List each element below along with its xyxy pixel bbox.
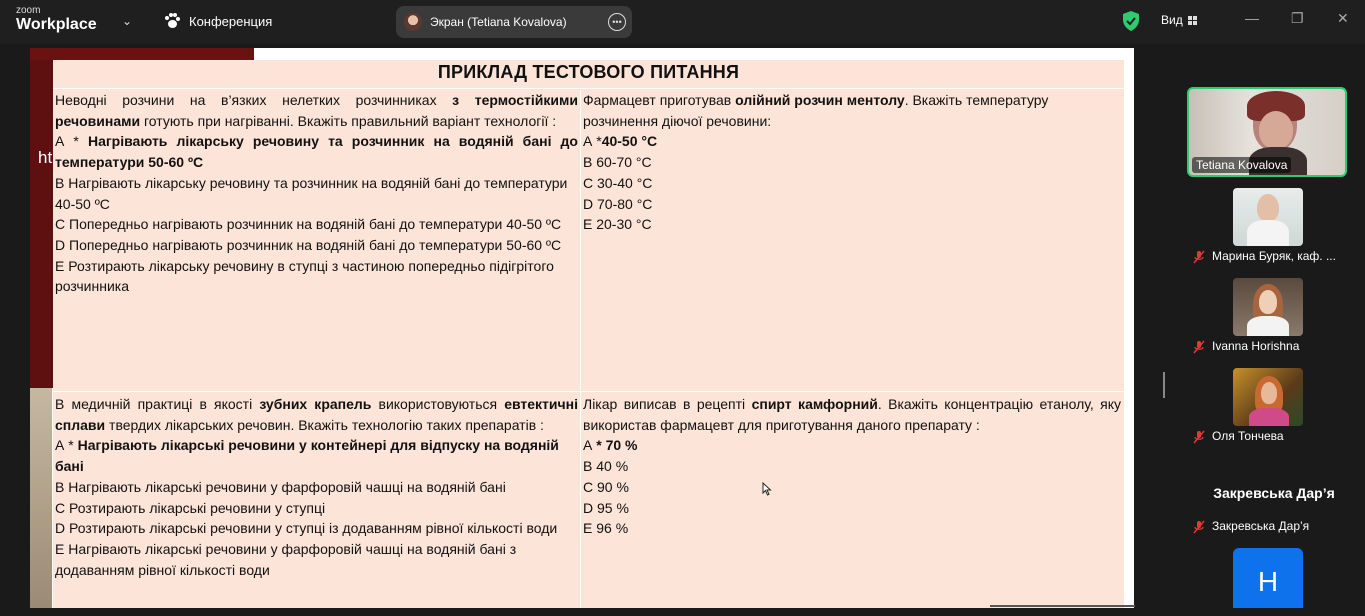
muted-mic-icon <box>1193 340 1205 354</box>
question-2-answer-a: А *40-50 °С <box>583 133 658 150</box>
participant-video-off-name[interactable]: Закревська Дар’я <box>1213 485 1335 501</box>
slide-decoration-bottom <box>30 388 52 608</box>
question-4-answer-a: А * 70 % <box>583 437 638 454</box>
share-bottom-edge <box>990 605 1135 607</box>
screen-share-label: Экран (Tetiana Kovalova) <box>430 15 567 29</box>
view-button[interactable] <box>1161 13 1197 27</box>
participant-face <box>1257 194 1279 222</box>
participant-name: Ivanna Horishna <box>1212 339 1300 353</box>
minimize-icon[interactable]: — <box>1245 10 1259 26</box>
question-1-stem: Неводні розчини на в’язких нелетких розчинниках з термостійкими речовинами готують при нагріванні. Вкажіть правильний варіант технології : <box>55 92 578 129</box>
presenter-avatar <box>404 13 422 31</box>
slide-decoration-top <box>30 48 254 60</box>
question-3-answer-c: С Розтирають лікарські речовини у ступці <box>55 499 326 516</box>
question-3-answer-e: Е Нагрівають лікарські речовини у фарфоровій чашці на водяній бані з додаванням рівної кількості води <box>55 540 517 578</box>
participant-name: Марина Буряк, каф. ... <box>1212 249 1336 263</box>
participant-video-thumb[interactable] <box>1233 368 1303 426</box>
question-cell-2 <box>583 90 1121 235</box>
shared-screen <box>30 48 1134 608</box>
question-3-answer-a: А * Нагрівають лікарські речовини у контейнері для відпуску на водяній бані <box>55 437 559 475</box>
question-2-answer-e: Е 20-30 °С <box>583 216 652 233</box>
background-text: ht <box>38 148 53 167</box>
encryption-shield-icon[interactable] <box>1122 11 1140 31</box>
participant-tile-active[interactable] <box>1187 87 1347 177</box>
paw-icon <box>163 12 181 30</box>
question-4-answer-b: В 40 % <box>583 458 629 475</box>
mouse-cursor-icon <box>762 482 772 496</box>
question-2-answer-c: С 30-40 °С <box>583 174 653 191</box>
muted-mic-icon <box>1193 430 1205 444</box>
slide-decoration <box>30 48 54 388</box>
screen-share-indicator[interactable] <box>396 6 632 38</box>
question-2-stem: Фармацевт приготував олійний розчин ментолу. Вкажіть температуру розчинення діючої речовини: <box>583 92 1049 129</box>
gallery-resize-handle[interactable] <box>1163 372 1165 398</box>
question-2-answer-b: В 60-70 °С <box>583 154 652 171</box>
chevron-down-icon[interactable]: ⌄ <box>122 14 133 28</box>
more-options-icon[interactable]: ••• <box>608 13 626 31</box>
question-4-answer-c: С 90 % <box>583 478 629 495</box>
question-3-stem: В медичній практиці в якості зубних крапель використовуються евтектичні сплави твердих лікарських речовин. Вкажіть технологію таких препаратів : <box>55 396 578 433</box>
zoom-workplace-logo[interactable] <box>16 6 97 33</box>
question-4-answer-e: Е 96 % <box>583 520 629 537</box>
participant-avatar[interactable]: H <box>1233 548 1303 608</box>
participant-body <box>1249 408 1289 426</box>
slide-title: ПРИКЛАД ТЕСТОВОГО ПИТАННЯ <box>437 62 740 82</box>
participant-body <box>1247 316 1289 336</box>
conference-button[interactable] <box>163 12 272 30</box>
question-4-stem: Лікар виписав в рецепті спирт камфорний. Вкажіть концентрацію етанолу, яку використав фармацевт для приготування даного препарату : <box>583 396 1121 433</box>
question-cell-4 <box>583 394 1121 539</box>
logo-workplace-text: Workplace <box>16 16 97 33</box>
question-1-answer-a: А * Нагрівають лікарську речовину та розчинник на водяній бані до температури 50-60 ºС <box>55 133 578 171</box>
question-3-answer-b: В Нагрівають лікарські речовини у фарфоровій чашці на водяній бані <box>55 478 506 495</box>
participant-face <box>1259 111 1293 149</box>
conference-label: Конференция <box>189 13 273 29</box>
close-icon[interactable]: ✕ <box>1337 10 1349 26</box>
question-3-answer-d: D Розтирають лікарські речовини у ступці із додаванням рівної кількості води <box>55 520 558 537</box>
question-4-answer-d: D 95 % <box>583 499 629 516</box>
question-1-answer-c: С Попередньо нагрівають розчинник на водяній бані до температури 40-50 ºС <box>55 216 562 233</box>
participant-face <box>1259 290 1277 314</box>
muted-mic-icon <box>1193 250 1205 264</box>
question-1-answer-e: Е Розтирають лікарську речовину в ступці з частиною попередньо підігрітого розчинника <box>55 257 554 295</box>
slide-table <box>53 60 1124 608</box>
participant-video-thumb[interactable] <box>1233 188 1303 246</box>
question-1-answer-b: В Нагрівають лікарську речовину та розчинник на водяній бані до температури 40-50 ºС <box>55 174 568 212</box>
view-label: Вид <box>1161 13 1183 27</box>
restore-icon[interactable]: ❐ <box>1291 10 1304 26</box>
table-divider <box>53 88 1124 89</box>
muted-mic-icon <box>1193 520 1205 534</box>
participant-name: Закревська Дар’я <box>1212 519 1310 533</box>
question-2-answer-d: D 70-80 °С <box>583 195 653 212</box>
question-cell-1 <box>55 90 578 297</box>
participant-video-thumb[interactable] <box>1233 278 1303 336</box>
meeting-top-bar <box>0 0 1365 44</box>
table-divider-vertical <box>580 90 581 608</box>
logo-zoom-text: zoom <box>16 5 41 16</box>
participant-face <box>1261 382 1277 404</box>
question-1-answer-d: D Попередньо нагрівають розчинник на водяній бані до температури 50-60 ºС <box>55 236 562 253</box>
grid-view-icon <box>1188 16 1197 25</box>
question-cell-3 <box>55 394 578 580</box>
participant-name-label: Tetiana Kovalova <box>1192 157 1291 173</box>
table-divider <box>53 391 1124 392</box>
participant-body <box>1247 220 1289 246</box>
participant-name: Оля Тончева <box>1212 429 1284 443</box>
